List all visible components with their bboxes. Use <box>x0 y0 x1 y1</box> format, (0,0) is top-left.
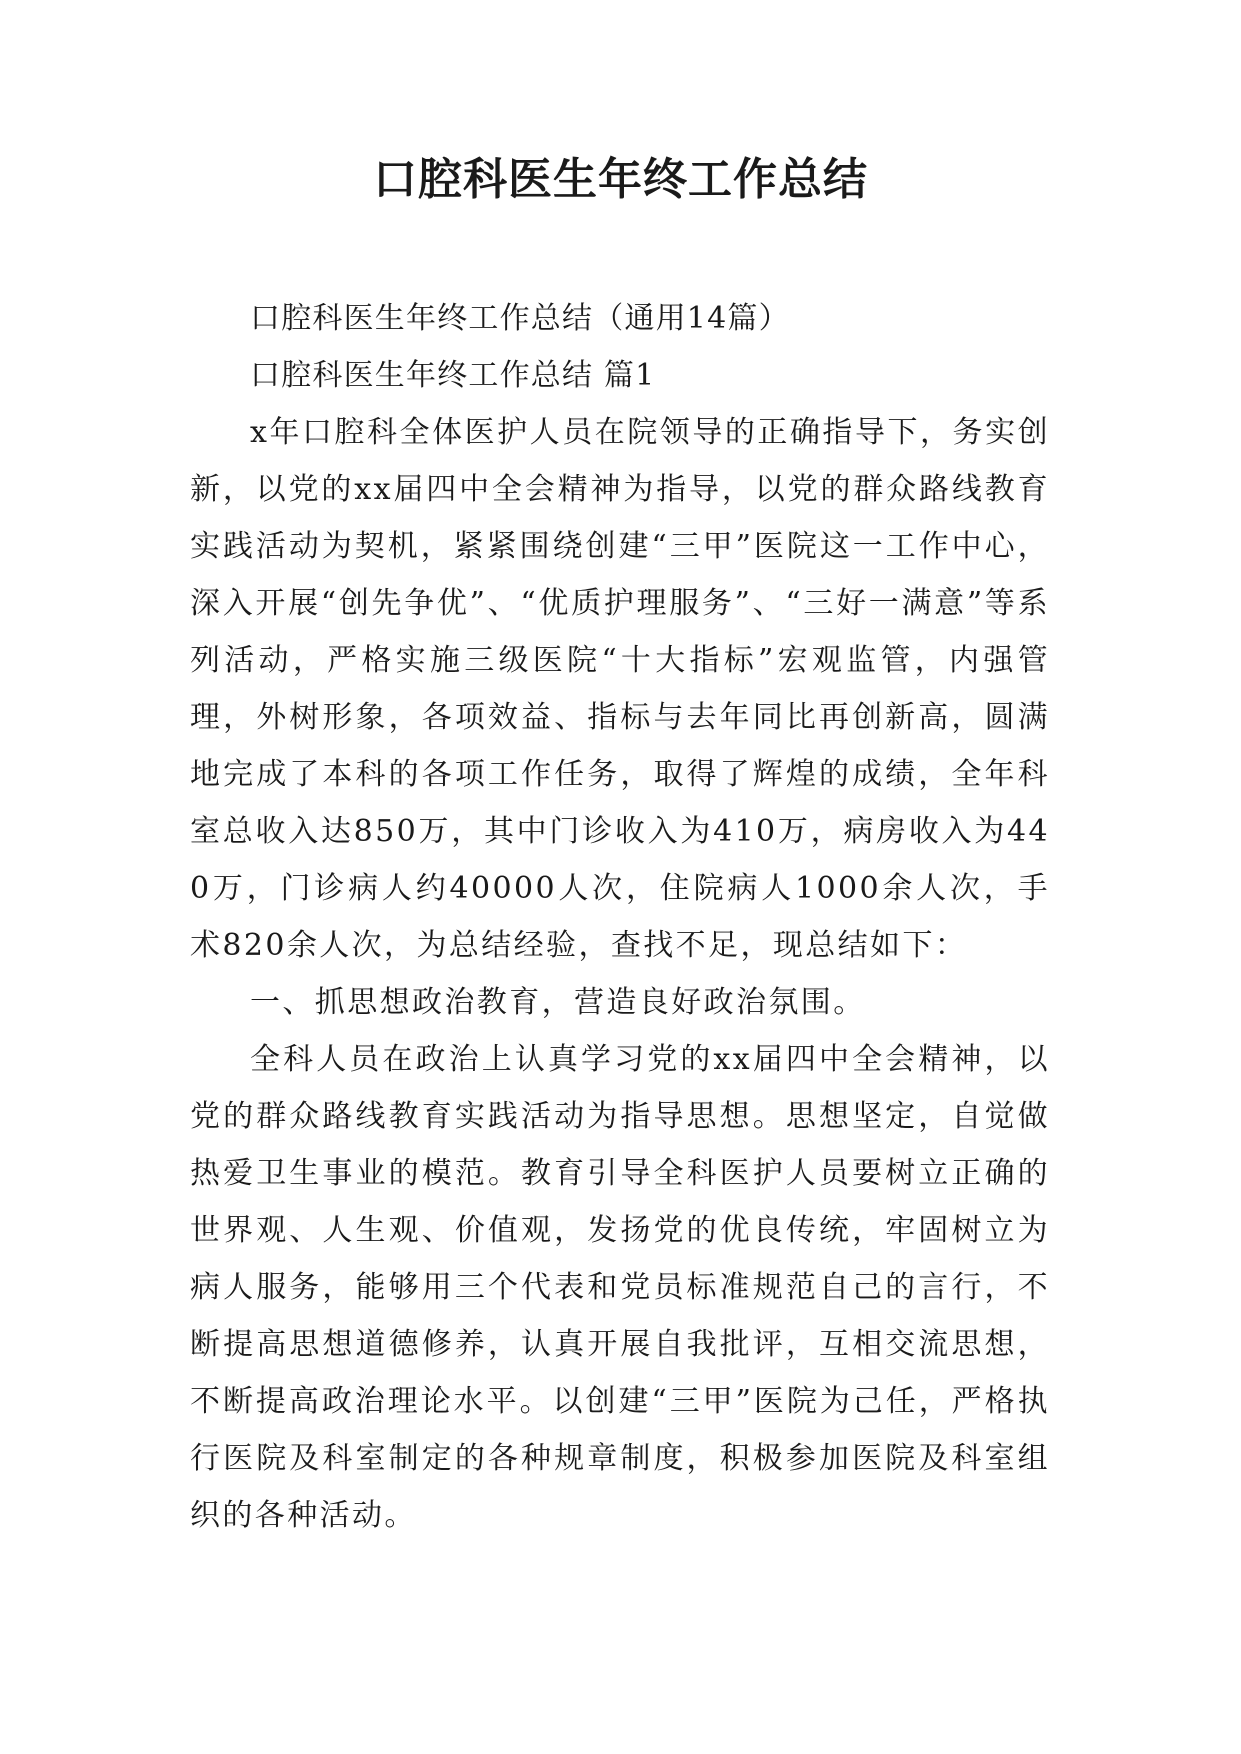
section-heading: 口腔科医生年终工作总结 篇1 <box>250 358 656 393</box>
document-title: 口腔科医生年终工作总结 <box>373 154 868 205</box>
paragraph-heading-one: 一、抓思想政治教育，营造良好政治氛围。 <box>250 985 866 1020</box>
document-body <box>190 290 1050 1544</box>
paragraph-politics: 全科人员在政治上认真学习党的xx届四中全会精神，以党的群众路线教育实践活动为指导思想。思想坚定，自觉做热爱卫生事业的模范。教育引导全科医护人员要树立正确的世界观、人生观、价值观，发扬党的优良传统，牢固树立为病人服务，能够用三个代表和党员标准规范自己的言行，不断提高思想道德修养，认真开展自我批评，互相交流思想，不断提高政治理论水平。以创建“三甲”医院为己任，严格执行医院及科室制定的各种规章制度，积极参加医院及科室组织的各种活动。 <box>190 1042 1050 1533</box>
document-subtitle: 口腔科医生年终工作总结（通用14篇） <box>250 301 790 336</box>
paragraph-intro: x年口腔科全体医护人员在院领导的正确指导下，务实创新，以党的xx届四中全会精神为指导，以党的群众路线教育实践活动为契机，紧紧围绕创建“三甲”医院这一工作中心，深入开展“创先争优”、“优质护理服务”、“三好一满意”等系列活动，严格实施三级医院“十大指标”宏观监管，内强管理，外树形象，各项效益、指标与去年同比再创新高，圆满地完成了本科的各项工作任务，取得了辉煌的成绩，全年科室总收入达850万，其中门诊收入为410万，病房收入为440万，门诊病人约40000人次，住院病人1000余人次，手术820余人次，为总结经验，查找不足，现总结如下： <box>190 415 1050 963</box>
